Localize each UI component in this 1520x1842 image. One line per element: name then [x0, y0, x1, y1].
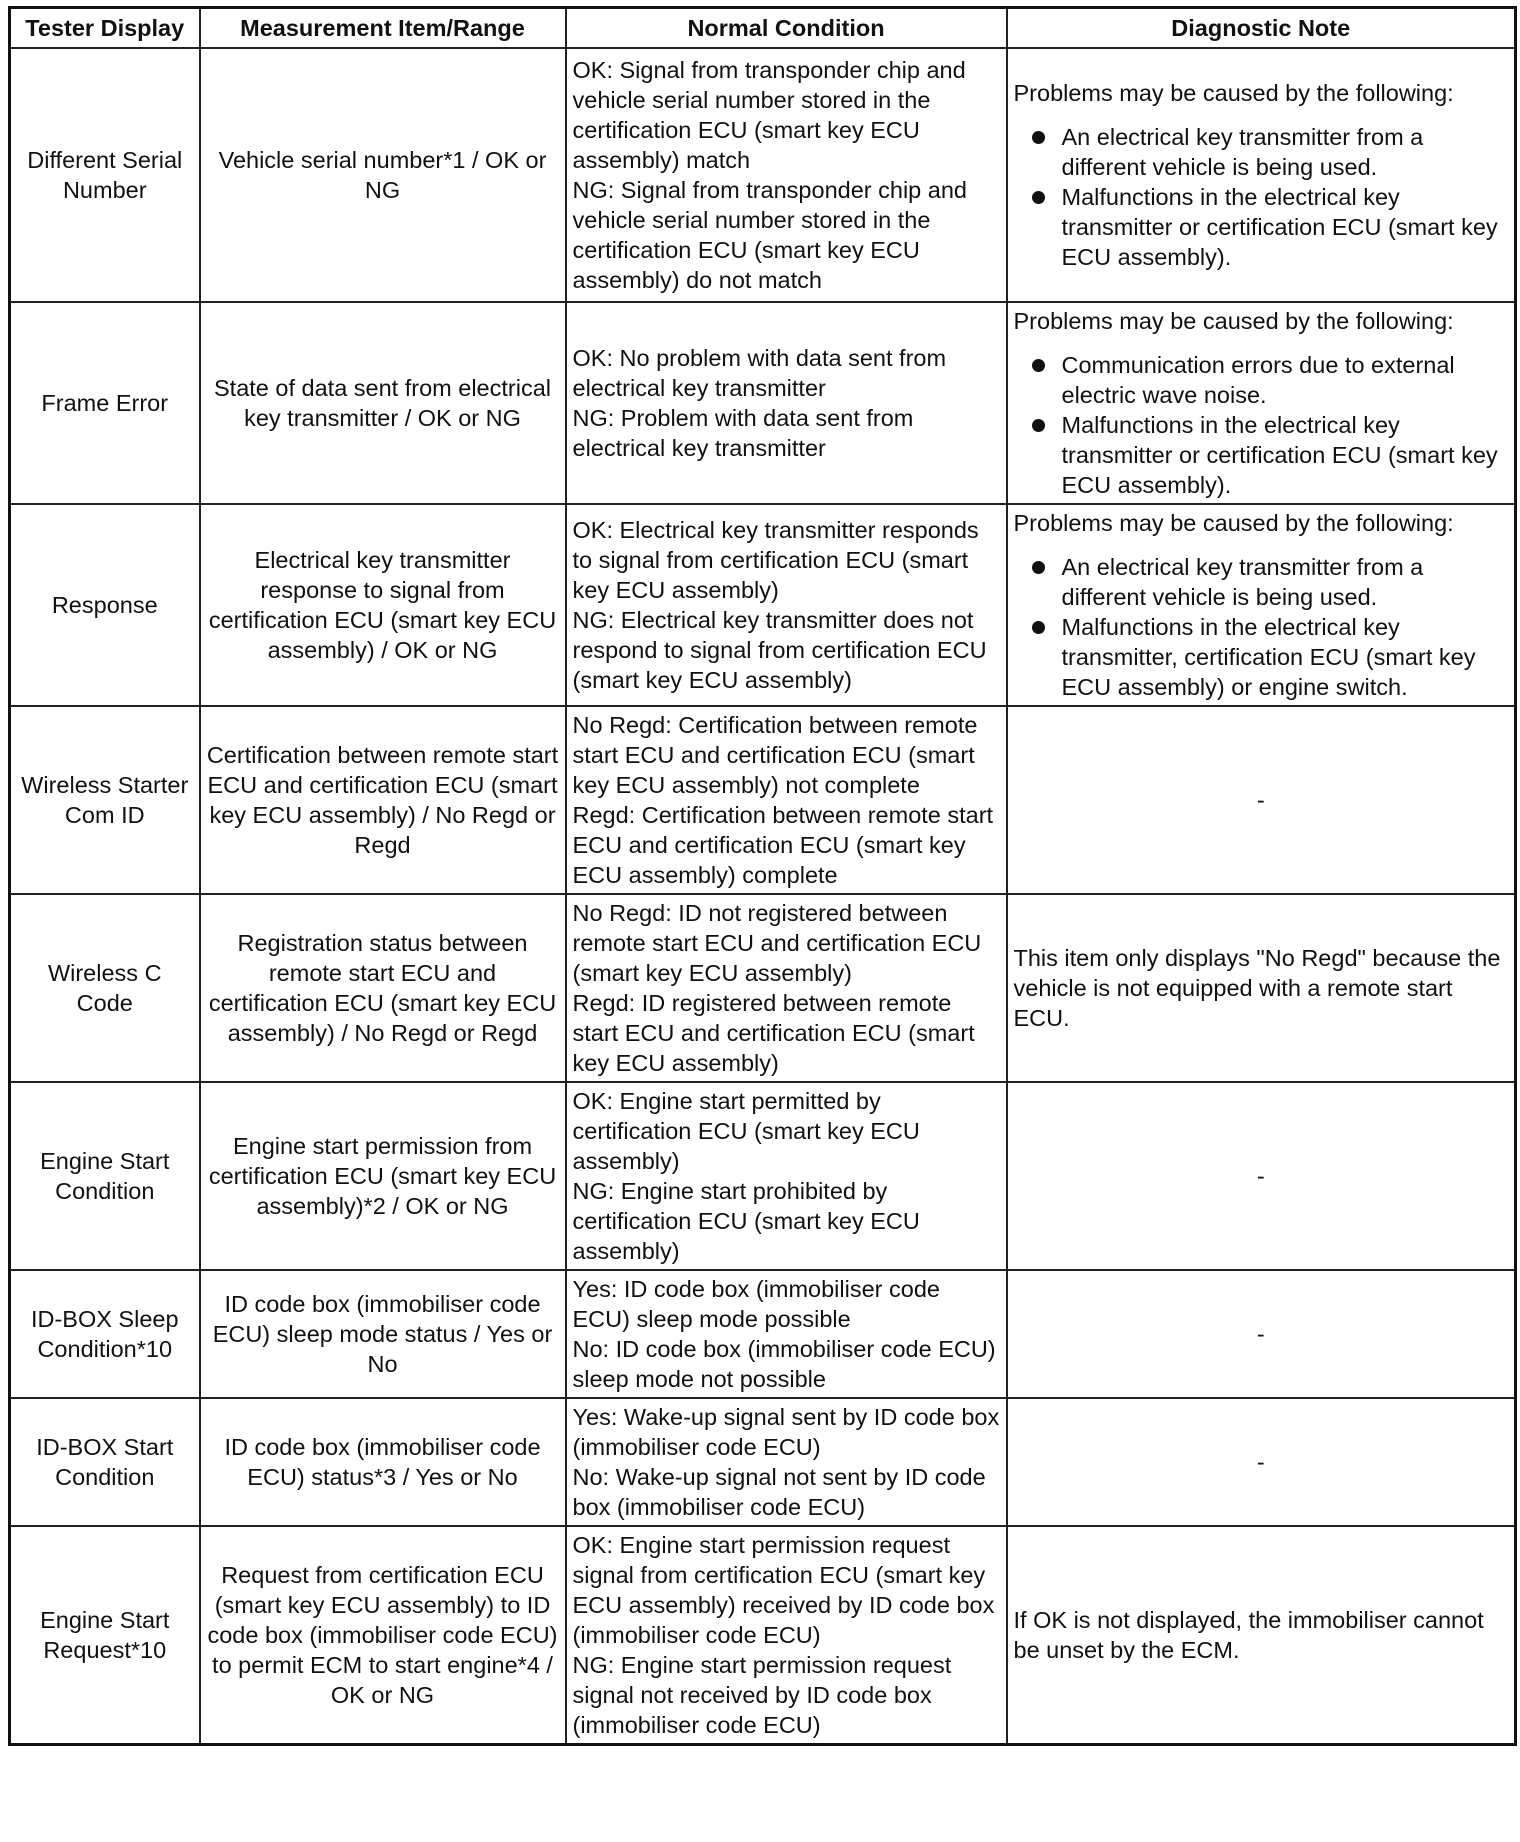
note-bullet-list	[1014, 122, 1509, 272]
normal-ok-text: OK: Engine start permitted by certification ECU (smart key ECU assembly)	[572, 1088, 920, 1174]
measurement-cell: ID code box (immobiliser code ECU) sleep mode status / Yes or No	[200, 1270, 566, 1398]
diagnostic-note-cell: This item only displays "No Regd" because the vehicle is not equipped with a remote start ECU.	[1007, 894, 1516, 1082]
diagnostic-note-cell	[1007, 504, 1516, 706]
note-bullet-text: Malfunctions in the electrical key transmitter or certification ECU (smart key ECU assembly).	[1061, 412, 1498, 498]
tester-display-cell: ID-BOX Sleep Condition*10	[10, 1270, 200, 1398]
bullet-dot-icon	[1032, 131, 1045, 144]
note-bullet	[1014, 552, 1509, 612]
table-row	[10, 302, 1516, 504]
normal-condition-cell	[566, 1398, 1007, 1526]
normal-ng-text: NG: Engine start permission request signal not received by ID code box (immobiliser code ECU)	[572, 1652, 952, 1738]
tester-display-cell: Different Serial Number	[10, 48, 200, 302]
table-row	[10, 504, 1516, 706]
table-row	[10, 706, 1516, 894]
normal-regd-text: Regd: ID registered between remote start ECU and certification ECU (smart key ECU assembly)	[572, 990, 975, 1076]
table-row	[10, 1398, 1516, 1526]
header-normal-condition: Normal Condition	[566, 8, 1007, 49]
diagnostic-note-cell: -	[1007, 1082, 1516, 1270]
normal-condition-cell	[566, 504, 1007, 706]
diagnostic-note-cell: -	[1007, 706, 1516, 894]
bullet-dot-icon	[1032, 419, 1045, 432]
normal-noregd-text: No Regd: ID not registered between remote start ECU and certification ECU (smart key ECU assembly)	[572, 900, 982, 986]
tester-display-cell: Frame Error	[10, 302, 200, 504]
header-tester-display: Tester Display	[10, 8, 200, 49]
measurement-cell: ID code box (immobiliser code ECU) status*3 / Yes or No	[200, 1398, 566, 1526]
note-intro: Problems may be caused by the following:	[1013, 510, 1454, 536]
normal-ok-text: OK: Electrical key transmitter responds to signal from certification ECU (smart key ECU assembly)	[572, 517, 979, 603]
tester-display-cell: Engine Start Request*10	[10, 1526, 200, 1745]
normal-condition-cell	[566, 706, 1007, 894]
diagnostic-note-cell	[1007, 302, 1516, 504]
header-measurement-item: Measurement Item/Range	[200, 8, 566, 49]
note-bullet-text: Communication errors due to external electric wave noise.	[1061, 352, 1455, 408]
measurement-cell: Vehicle serial number*1 / OK or NG	[200, 48, 566, 302]
normal-ng-text: NG: Engine start prohibited by certification ECU (smart key ECU assembly)	[572, 1178, 920, 1264]
normal-ok-text: OK: Signal from transponder chip and vehicle serial number stored in the certification ECU (smart key ECU assembly) match	[572, 57, 966, 173]
note-bullet	[1014, 612, 1509, 702]
normal-regd-text: Regd: Certification between remote start ECU and certification ECU (smart key ECU assembly) complete	[572, 802, 994, 888]
normal-ok-text: OK: No problem with data sent from electrical key transmitter	[572, 345, 947, 401]
measurement-cell: Certification between remote start ECU and certification ECU (smart key ECU assembly) / No Regd or Regd	[200, 706, 566, 894]
tester-display-cell: Response	[10, 504, 200, 706]
note-bullet-list	[1014, 350, 1509, 500]
note-intro: Problems may be caused by the following:	[1013, 80, 1454, 106]
normal-no-text: No: ID code box (immobiliser code ECU) sleep mode not possible	[572, 1336, 996, 1392]
normal-no-text: No: Wake-up signal not sent by ID code box (immobiliser code ECU)	[572, 1464, 986, 1520]
normal-condition-cell	[566, 894, 1007, 1082]
diagnostic-note-cell: -	[1007, 1270, 1516, 1398]
note-bullet	[1014, 350, 1509, 410]
measurement-cell: Engine start permission from certification ECU (smart key ECU assembly)*2 / OK or NG	[200, 1082, 566, 1270]
diagnostic-table	[8, 6, 1517, 1746]
normal-condition-cell	[566, 1270, 1007, 1398]
bullet-dot-icon	[1032, 561, 1045, 574]
normal-ok-text: OK: Engine start permission request signal from certification ECU (smart key ECU assembly) received by ID code box (immobiliser code ECU)	[572, 1532, 995, 1648]
table-row	[10, 1082, 1516, 1270]
table-row	[10, 894, 1516, 1082]
measurement-cell: State of data sent from electrical key transmitter / OK or NG	[200, 302, 566, 504]
measurement-cell: Electrical key transmitter response to signal from certification ECU (smart key ECU assembly) / OK or NG	[200, 504, 566, 706]
normal-ng-text: NG: Problem with data sent from electrical key transmitter	[572, 405, 914, 461]
note-bullet	[1014, 182, 1509, 272]
bullet-dot-icon	[1032, 359, 1045, 372]
normal-condition-cell	[566, 302, 1007, 504]
note-intro: Problems may be caused by the following:	[1013, 308, 1454, 334]
note-bullet	[1014, 410, 1509, 500]
normal-yes-text: Yes: Wake-up signal sent by ID code box (immobiliser code ECU)	[572, 1404, 1000, 1460]
tester-display-cell: Wireless C Code	[10, 894, 200, 1082]
measurement-cell: Request from certification ECU (smart key ECU assembly) to ID code box (immobiliser code ECU) to permit ECM to start engine*4 / OK or NG	[200, 1526, 566, 1745]
bullet-dot-icon	[1032, 621, 1045, 634]
note-bullet-text: An electrical key transmitter from a different vehicle is being used.	[1061, 554, 1424, 610]
normal-condition-cell	[566, 48, 1007, 302]
note-bullet-list	[1014, 552, 1509, 702]
tester-display-cell: Engine Start Condition	[10, 1082, 200, 1270]
table-row	[10, 48, 1516, 302]
diagnostic-note-cell: -	[1007, 1398, 1516, 1526]
normal-yes-text: Yes: ID code box (immobiliser code ECU) sleep mode possible	[572, 1276, 940, 1332]
header-row	[10, 8, 1516, 49]
normal-condition-cell	[566, 1082, 1007, 1270]
note-bullet-text: Malfunctions in the electrical key transmitter, certification ECU (smart key ECU assembly) or engine switch.	[1061, 614, 1476, 700]
tester-display-cell: ID-BOX Start Condition	[10, 1398, 200, 1526]
note-bullet	[1014, 122, 1509, 182]
table-row	[10, 1270, 1516, 1398]
table-row	[10, 1526, 1516, 1745]
normal-condition-cell	[566, 1526, 1007, 1745]
normal-ng-text: NG: Signal from transponder chip and vehicle serial number stored in the certification ECU (smart key ECU assembly) do not match	[572, 177, 967, 293]
note-bullet-text: Malfunctions in the electrical key transmitter or certification ECU (smart key ECU assembly).	[1061, 184, 1498, 270]
diagnostic-note-cell: If OK is not displayed, the immobiliser cannot be unset by the ECM.	[1007, 1526, 1516, 1745]
normal-noregd-text: No Regd: Certification between remote start ECU and certification ECU (smart key ECU assembly) not complete	[572, 712, 978, 798]
tester-display-cell: Wireless Starter Com ID	[10, 706, 200, 894]
bullet-dot-icon	[1032, 191, 1045, 204]
measurement-cell: Registration status between remote start ECU and certification ECU (smart key ECU assembly) / No Regd or Regd	[200, 894, 566, 1082]
diagnostic-note-cell	[1007, 48, 1516, 302]
normal-ng-text: NG: Electrical key transmitter does not respond to signal from certification ECU (smart key ECU assembly)	[572, 607, 987, 693]
header-diagnostic-note: Diagnostic Note	[1007, 8, 1516, 49]
note-bullet-text: An electrical key transmitter from a different vehicle is being used.	[1061, 124, 1424, 180]
